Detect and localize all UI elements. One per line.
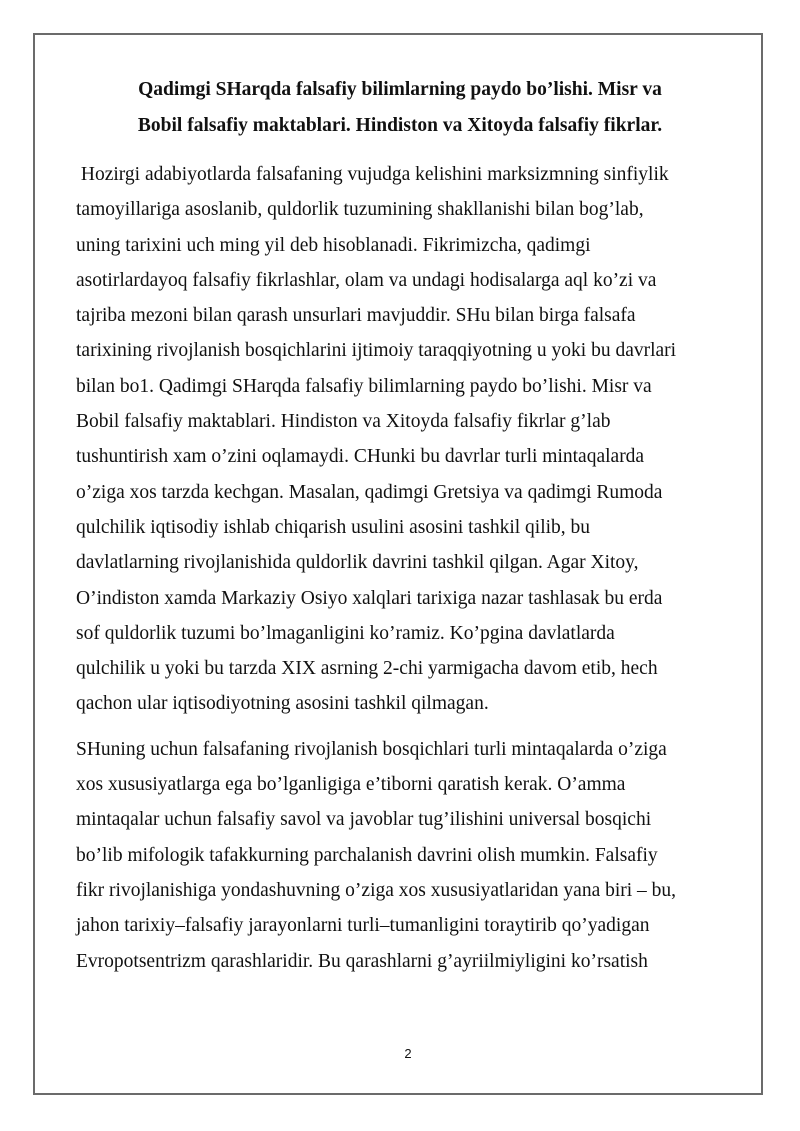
paragraph-line: xos xususiyatlarga ega bo’lganligiga e’tiborni qaratish kerak. O’amma <box>76 774 626 796</box>
title-line: Bobil falsafiy maktablari. Hindiston va Xitoyda falsafiy fikrlar. <box>137 115 663 136</box>
paragraph-line: tajriba mezoni bilan qarash unsurlari mavjuddir. SHu bilan birga falsafa <box>76 305 636 327</box>
paragraph-line: jahon tarixiy–falsafiy jarayonlarni turli–tumanligini toraytirib qo’yadigan <box>76 915 650 937</box>
title-line: Qadimgi SHarqda falsafiy bilimlarning paydo bo’lishi. Misr va <box>138 79 662 100</box>
paragraph-1 <box>76 157 756 722</box>
paragraph-line: bo’lib mifologik tafakkurning parchalanish davrini olish mumkin. Falsafiy <box>76 844 658 866</box>
document-body <box>76 157 756 979</box>
paragraph-line: asotirlardayoq falsafiy fikrlashlar, olam va undagi hodisalarga aql ko’zi va <box>76 269 657 291</box>
paragraph-line: davlatlarning rivojlanishida quldorlik davrini tashkil qilgan. Agar Xitoy, <box>76 552 639 574</box>
paragraph-line: fikr rivojlanishiga yondashuvning o’ziga xos xususiyatlaridan yana biri – bu, <box>76 879 677 901</box>
paragraph-spacer <box>76 722 756 732</box>
paragraph-line: sof quldorlik tuzumi bo’lmaganligini ko’ramiz. Ko’pgina davlatlarda <box>76 622 615 644</box>
paragraph-line: Hozirgi adabiyotlarda falsafaning vujudga kelishini marksizmning sinfiylik <box>76 164 669 185</box>
paragraph-2 <box>76 732 756 979</box>
document-title <box>62 72 738 144</box>
paragraph-line: qachon ular iqtisodiyotning asosini tashkil qilmagan. <box>76 693 489 715</box>
paragraph-line: uning tarixini uch ming yil deb hisoblanadi. Fikrimizcha, qadimgi <box>76 234 591 256</box>
paragraph-line: qulchilik u yoki bu tarzda XIX asrning 2-chi yarmigacha davom etib, hech <box>76 658 658 680</box>
paragraph-line: qulchilik iqtisodiy ishlab chiqarish usulini asosini tashkil qilib, bu <box>76 516 591 538</box>
paragraph-line: tarixining rivojlanish bosqichlarini ijtimoiy taraqqiyotning u yoki bu davrlari <box>76 340 677 362</box>
paragraph-line: O’indiston xamda Markaziy Osiyo xalqlari tarixiga nazar tashlasak bu erda <box>76 587 663 609</box>
paragraph-line: tamoyillariga asoslanib, quldorlik tuzumining shakllanishi bilan bog’lab, <box>76 199 644 221</box>
paragraph-line: mintaqalar uchun falsafiy savol va javoblar tug’ilishini universal bosqichi <box>76 809 652 831</box>
paragraph-line: o’ziga xos tarzda kechgan. Masalan, qadimgi Gretsiya va qadimgi Rumoda <box>76 481 663 503</box>
page-number: 2 <box>404 1046 412 1061</box>
paragraph-line: Bobil falsafiy maktablari. Hindiston va Xitoyda falsafiy fikrlar g’lab <box>76 411 611 433</box>
paragraph-line: Evropotsentrizm qarashlaridir. Bu qarashlarni g’ayriilmiyligini ko’rsatish <box>76 950 648 972</box>
paragraph-line: tushuntirish xam o’zini oqlamaydi. CHunki bu davrlar turli mintaqalarda <box>76 446 645 468</box>
paragraph-line: bilan bo1. Qadimgi SHarqda falsafiy bilimlarning paydo bo’lishi. Misr va <box>76 375 652 397</box>
paragraph-line: SHuning uchun falsafaning rivojlanish bosqichlari turli mintaqalarda o’ziga <box>76 738 667 760</box>
